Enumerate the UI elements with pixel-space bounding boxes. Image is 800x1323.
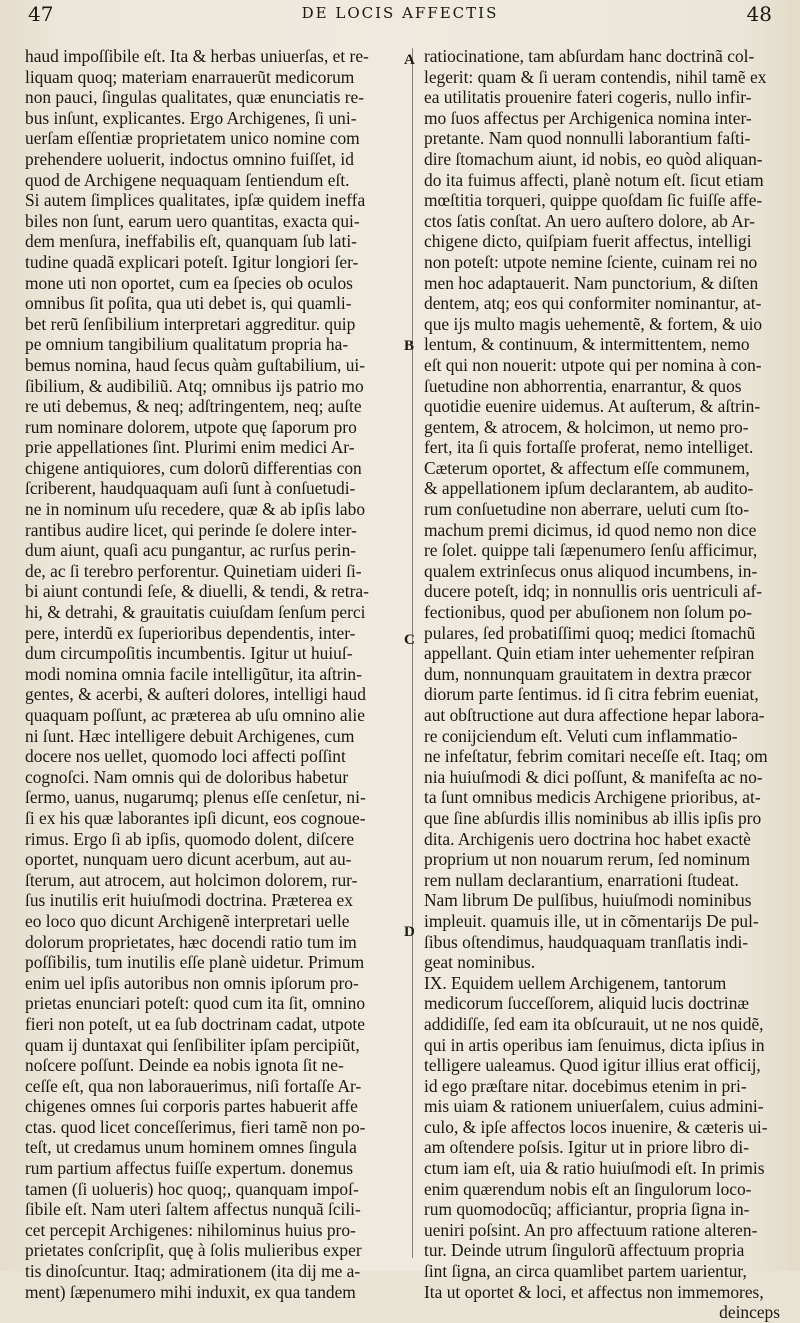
page-header <box>0 0 800 40</box>
text-line: bus inſunt, explicantes. Ergo Archigenes, ſi uni- <box>25 107 357 128</box>
text-line: Cæterum oportet, & affectum eſſe communem, <box>424 457 750 478</box>
text-line: nia huiuſmodi & dici poſſunt, & manifeſta ac no- <box>424 766 763 787</box>
text-line: ceſſe eſt, qua non laborauerimus, niſi fortaſſe Ar- <box>25 1075 362 1096</box>
text-line: noſcere poſſunt. Deinde ea nobis ignota ſit ne- <box>25 1055 344 1076</box>
text-line: ueniri poſsint. An pro affectuum ratione alteren- <box>424 1219 758 1240</box>
text-line: ſint ſigna, an circa quamlibet partem uarientur, <box>424 1261 747 1282</box>
text-line: prie appellationes ſint. Plurimi enim medici Ar- <box>25 437 355 458</box>
text-line: addidiſſe, ſed eam ita obſcurauit, ut ne nos quidẽ, <box>424 1013 764 1034</box>
text-line: bi aiunt contundi ſeſe, & diuelli, & tendi, & retra- <box>25 581 369 602</box>
text-line: re conijciendum eſt. Veluti cum inflammatio- <box>424 725 738 746</box>
text-line: & appellationem ipſum declarantem, ab audito- <box>424 478 754 499</box>
text-line: IX. Equidem uellem Archigenem, tantorum <box>424 972 727 993</box>
margin-marker-d: D <box>404 924 415 940</box>
text-line: rum quomodocũq; afficiantur, propria ſigna in- <box>424 1199 750 1220</box>
text-line: Si autem ſimplices qualitates, ipſæ quidem ineffa <box>25 190 366 211</box>
text-line: ne infeſtatur, febrim comitari neceſſe eſt. Itaq; om <box>424 746 768 767</box>
text-line: quotidie euenire uidemus. At auſterum, & aſtrin- <box>424 396 761 417</box>
margin-marker-b: B <box>404 338 415 354</box>
text-line: ſibile eſt. Nam uteri ſaltem affectus nunquã ſcili- <box>25 1199 361 1220</box>
text-line: gentem, & atrocem, & holcimon, ut nemo pro- <box>424 416 749 437</box>
text-line: Nam librum De pulſibus, huiuſmodi nominibus <box>424 890 752 911</box>
text-line: geat nominibus. <box>424 952 536 973</box>
text-line: prehendere uoluerit, indoctus omnino fuiſſet, id <box>25 148 354 169</box>
right-text-column <box>424 46 780 1323</box>
margin-marker-a: A <box>404 52 415 68</box>
text-line: ſi ex his quæ laborantes ipſi dicunt, eos cognoue- <box>25 807 366 828</box>
text-line: non poteſt: utpote nemine ſciente, cuinam rei no <box>424 251 758 272</box>
text-line: gentes, & acerbi, & auſteri dolores, intelligi haud <box>25 684 366 705</box>
text-line: ducere poteſt, idq; in nonnullis oris uentriculi af- <box>424 581 763 602</box>
text-line: cet percepit Archigenes: nihilominus huius pro- <box>25 1219 356 1240</box>
text-line: ta ſunt omnibus medicis Archigene prioribus, at- <box>424 787 761 808</box>
text-line: mone uti non oportet, cum ea ſpecies ob oculos <box>25 272 353 293</box>
text-line: que ijs multo magis uehementẽ, & fortem, & uio <box>424 313 763 334</box>
text-line: dita. Archigenis uero doctrina hoc habet exactè <box>424 828 751 849</box>
text-line: quam ij duntaxat qui ſenſibiliter ipſam percipiũt, <box>25 1034 360 1055</box>
text-line: docere nos uellet, quomodo loci affecti poſſint <box>25 746 346 767</box>
text-line: pe omnium tangibilium qualitatum propria ha- <box>25 334 349 355</box>
text-line: chigene dicto, quiſpiam fuerit affectus, intelligi <box>424 231 752 252</box>
text-line: rem nullam declarantium, enarrationi ſtudeat. <box>424 869 739 890</box>
right-page-number: 48 <box>746 2 772 26</box>
text-line: ſus inutilis erit huiuſmodi doctrina. Præterea ex <box>25 890 353 911</box>
text-line: rum partium affectus fuiſſe expertum. donemus <box>25 1158 354 1179</box>
margin-marker-c: C <box>404 632 415 648</box>
text-line: non pauci, ſingulas qualitates, quæ enunciatis re- <box>25 87 365 108</box>
text-line: dum circumpoſitis incumbentis. Igitur ut huiuſ- <box>25 643 353 664</box>
text-line: biles non ſunt, earum uero quantitas, exacta qui- <box>25 210 360 231</box>
text-line: dentem, atq; eos qui conformiter nominantur, at- <box>424 293 762 314</box>
text-line: ctos ſatis conſtat. An uero auſtero dolore, ab Ar- <box>424 210 755 231</box>
text-line: aut obſtructione aut dura affectione hepar labora- <box>424 705 765 725</box>
text-line: chigene antiquiores, cum dolorũ differentias con <box>25 457 362 478</box>
text-line: dum aiunt, quaſi acu pungantur, ac rurſus perin- <box>25 540 357 561</box>
text-line: rum nominare dolorem, utpote quę ſaporum pro <box>25 416 357 437</box>
text-line: prietas enunciari poteſt: quod cum ita ſit, omnino <box>25 993 366 1014</box>
text-line: haud impoſſibile eſt. Ita & herbas uniuerſas, et re- <box>25 46 369 66</box>
text-line: teſt, ut credamus unum hominem omnes ſingula <box>25 1137 357 1158</box>
text-line: do ita fuimus affecti, planè notum eſt. ſicut etiam <box>424 169 764 190</box>
text-line: id ego præſtare nitar. docebimus etenim in pri- <box>424 1075 747 1096</box>
text-line: ſibus oſtendimus, haudquaquam tranſlatis indi- <box>424 931 749 952</box>
text-line: enim uel ipſis autoribus non omnis ipſorum pro- <box>25 972 359 993</box>
text-line: cognoſci. Nam omnis qui de doloribus habetur <box>25 766 349 787</box>
text-line: ſermo, uanus, nugarumq; plenus eſſe cenſetur, ni- <box>25 787 366 808</box>
text-line: que ſine abſurdis illis nominibus ab illis ipſis pro <box>424 807 762 828</box>
text-line: omnibus ſit poſita, qua uti debet is, qui quamli- <box>25 293 352 314</box>
text-line: ment) ſæpenumero mihi induxit, ex qua tandem <box>25 1281 356 1302</box>
text-line: re ſolet. quippe tali ſæpenumero ſenſu afficimur, <box>424 540 758 561</box>
text-line: pulares, ſed probatiſſimi quoq; medici ſtomachũ <box>424 622 756 643</box>
text-line: tamen (ſi uolueris) hoc quoq;, quanquam impoſ- <box>25 1178 359 1199</box>
text-line: quaquam poſſunt, ac præterea ab uſu omnino alie <box>25 705 365 725</box>
text-line: eſt qui non nouerit: utpote qui per nomina à con- <box>424 354 762 375</box>
text-line: hi, & detrahi, & grauitatis cuiuſdam ſenſum perci <box>25 602 366 623</box>
text-line: ratiocinatione, tam abſurdam hanc doctrinã col- <box>424 46 755 66</box>
text-line: impleuit. quamuis ille, ut in cõmentarijs De pul- <box>424 910 759 931</box>
text-line: lentum, & continuum, & intermittentem, nemo <box>424 334 750 355</box>
text-line: proprium ut non nouarum rerum, ſed nominum <box>424 849 751 870</box>
text-line: appellant. Quin etiam inter uehementer reſpiran <box>424 643 755 664</box>
text-line: tis dinoſcuntur. Itaq; admirationem (ita dij me a- <box>25 1261 361 1282</box>
text-line: quod de Archigene nequaquam ſentiendum eſt. <box>25 169 350 190</box>
text-line: legerit: quam & ſi ueram contendis, nihil tamẽ ex <box>424 66 767 87</box>
text-line: qualem extrinſecus onus aliquod incumbens, in- <box>424 560 758 581</box>
text-line: chigenes omnes ſui corporis partes habuerit affe <box>25 1096 358 1117</box>
text-line: fectionibus, quod per abuſionem non ſolum po- <box>424 602 752 623</box>
text-line: ſcriberent, haudquaquam auſi ſunt à conſuetudi- <box>25 478 356 499</box>
text-line: dolorum proprietates, hæc docendi ratio tum im <box>25 931 357 952</box>
text-line: Ita ut oportet & loci, et affectus non immemores, <box>424 1281 764 1302</box>
text-line: enim quærendum nobis eſt an ſingulorum loco- <box>424 1178 752 1199</box>
column-divider <box>412 48 413 1258</box>
text-line: oportet, nunquam uero dicunt acerbum, aut au- <box>25 849 352 870</box>
text-line: culo, & ipſe affectos locos inuenire, & cæteris ui- <box>424 1116 768 1137</box>
text-line: uerſam eſſentiæ proprietatem unico nomine com <box>25 128 360 149</box>
text-line: rum conſuetudine non aberrare, ueluti cum ſto- <box>424 499 749 520</box>
text-line: rimus. Ergo ſi ab ipſis, quomodo dolent, diſcere <box>25 828 355 849</box>
text-line: qui in artis operibus iam ſenuimus, dicta ipſius in <box>424 1034 765 1055</box>
text-line: ctas. quod licet conceſſerimus, fieri tamẽ non po- <box>25 1116 366 1137</box>
text-line: fert, ita ſi quis fortaſſe proferat, nemo intelliget. <box>424 437 754 458</box>
text-line: poſſibilis, tum inutilis eſſe planè uidetur. Primum <box>25 952 365 973</box>
text-line: eo loco quo dicunt Archigenẽ interpretari uelle <box>25 910 350 931</box>
text-line: mœſtitia torqueri, quippe quoſdam ſic fuiſſe affe- <box>424 190 763 211</box>
left-page-number: 47 <box>28 2 54 26</box>
text-line: mo ſuos affectus per Archigenica nomina inter- <box>424 107 752 128</box>
text-line: am oſtendere poſsis. Igitur ut in priore libro di- <box>424 1137 750 1158</box>
text-line: tudine quadã explicari poteſt. Igitur longiori ſer- <box>25 251 359 272</box>
text-line: ni ſunt. Hæc intelligere debuit Archigenes, cum <box>25 725 355 746</box>
text-line: ſibilium, & audibiliũ. Atq; omnibus ijs patrio mo <box>25 375 364 396</box>
text-line: telligere ualeamus. Quod igitur illius erat officij, <box>424 1055 761 1076</box>
text-line: bemus nomina, haud ſecus quàm guſtabilium, ui- <box>25 354 366 375</box>
text-line: ſuetudine non abhorrentia, enarrantur, & quos <box>424 375 742 396</box>
text-line: pretante. Nam quod nonnulli laborantium faſti- <box>424 128 751 149</box>
text-line: re uti debemus, & neq; adſtringentem, neq; auſte <box>25 396 362 417</box>
text-line: diorum parte ſentimus. id ſi citra febrim eueniat, <box>424 684 759 705</box>
left-text-column <box>25 46 403 1302</box>
text-line: prietates conſcripſit, quę à ſolis mulieribus exper <box>25 1240 362 1261</box>
text-line: tur. Deinde utrum ſingulorũ affectuum propria <box>424 1240 745 1261</box>
text-line: ſterum, aut atrocem, aut holcimon dolorem, rur- <box>25 869 358 890</box>
text-line: dem menſura, ineffabilis eſt, quanquam ſub lati- <box>25 231 357 252</box>
text-line: de, ac ſi terebro perforentur. Quinetiam uideri ſi- <box>25 560 362 581</box>
text-line: dum, nonnunquam grauitatem in dextra præcor <box>424 663 752 684</box>
text-line: dire ſtomachum aiunt, id nobis, eo quòd aliquan- <box>424 148 763 169</box>
text-line: pere, interdũ ex ſuperioribus dependentis, inter- <box>25 622 356 643</box>
text-line: fieri non poteſt, ut ea ſub doctrinam cadat, utpote <box>25 1013 365 1034</box>
text-line: rantibus audire licet, qui perinde ſe dolere inter- <box>25 519 357 540</box>
text-line: medicorum ſucceſſorem, aliquid lucis doctrinæ <box>424 993 750 1014</box>
text-line: ea utilitatis prouenire fateri cogeris, nullo infir- <box>424 87 752 108</box>
text-line: mis uiam & rationem uniuerſalem, cuius admini- <box>424 1096 764 1117</box>
text-line: deinceps <box>719 1302 780 1323</box>
text-line: men hoc adaptauerit. Nam punctorium, & diſten <box>424 272 759 293</box>
text-line: ne in nominum uſu recedere, quæ & ab ipſis labo <box>25 499 366 520</box>
text-line: modi nomina omnia facile intelligũtur, ita aſtrin- <box>25 663 362 684</box>
text-line: liquam quoq; materiam enarrauerũt medicorum <box>25 66 355 87</box>
running-title: DE LOCIS AFFECTIS <box>301 4 499 22</box>
text-line: ctum iam eſt, uia & ratio huiuſmodi eſt. In primis <box>424 1158 765 1179</box>
text-line: machum premi dicimus, id quod nemo non dice <box>424 519 757 540</box>
text-line: bet rerũ ſenſibilium interpretari aggreditur. quip <box>25 313 356 334</box>
